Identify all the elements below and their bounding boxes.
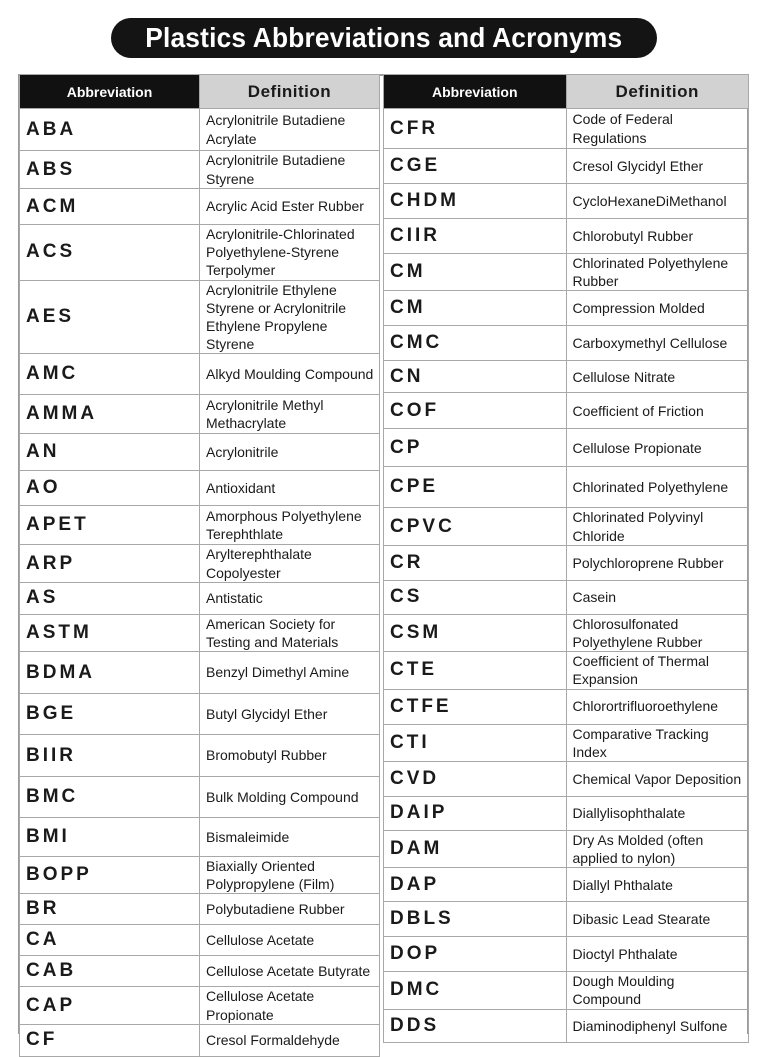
left-header-row bbox=[20, 75, 380, 109]
definition-header: Definition bbox=[566, 75, 749, 109]
table-row bbox=[20, 1024, 380, 1056]
table-row bbox=[384, 937, 749, 972]
definition-cell: Chemical Vapor Deposition bbox=[566, 761, 749, 796]
definition-cell: Cellulose Acetate Butyrate bbox=[200, 956, 380, 987]
table-row bbox=[20, 189, 380, 225]
table-row bbox=[20, 471, 380, 506]
definition-cell: Coefficient of Friction bbox=[566, 393, 749, 429]
definition-cell: Biaxially Oriented Polypropylene (Film) bbox=[200, 857, 380, 894]
abbreviation-cell: AMMA bbox=[20, 395, 200, 434]
abbreviation-cell: CTI bbox=[384, 724, 567, 761]
abbreviation-cell: BMC bbox=[20, 777, 200, 818]
table-row bbox=[384, 429, 749, 467]
table-row bbox=[384, 868, 749, 902]
abbreviation-cell: CAB bbox=[20, 956, 200, 987]
abbreviation-cell: AO bbox=[20, 471, 200, 506]
abbreviation-cell: BR bbox=[20, 894, 200, 925]
abbreviation-cell: BGE bbox=[20, 694, 200, 735]
definition-cell: Cresol Glycidyl Ether bbox=[566, 149, 749, 184]
definition-cell: Antistatic bbox=[200, 582, 380, 614]
definition-cell: Benzyl Dimethyl Amine bbox=[200, 652, 380, 694]
definition-cell: Chlorinated Polyethylene bbox=[566, 467, 749, 508]
abbreviation-cell: CPVC bbox=[384, 508, 567, 545]
abbreviation-cell: CTFE bbox=[384, 689, 567, 724]
definition-cell: Acrylonitrile bbox=[200, 434, 380, 471]
definition-cell: Dioctyl Phthalate bbox=[566, 937, 749, 972]
table-row bbox=[20, 395, 380, 434]
table-row bbox=[384, 724, 749, 761]
page-title: Plastics Abbreviations and Acronyms bbox=[145, 22, 623, 53]
abbreviation-cell: CM bbox=[384, 291, 567, 326]
definition-cell: Acrylonitrile Ethylene Styrene or Acrylonitrile Ethylene Propylene Styrene bbox=[200, 280, 380, 354]
table-row bbox=[20, 894, 380, 925]
table-row bbox=[20, 109, 380, 151]
definition-cell: Cellulose Propionate bbox=[566, 429, 749, 467]
definition-cell: CycloHexaneDiMethanol bbox=[566, 184, 749, 219]
table-row bbox=[20, 857, 380, 894]
table-row bbox=[384, 614, 749, 651]
abbreviation-cell: CPE bbox=[384, 467, 567, 508]
definition-cell: Dry As Molded (often applied to nylon) bbox=[566, 830, 749, 867]
definition-cell: Acrylonitrile Methyl Methacrylate bbox=[200, 395, 380, 434]
definition-cell: Casein bbox=[566, 580, 749, 614]
table-row bbox=[384, 830, 749, 867]
abbreviation-cell: COF bbox=[384, 393, 567, 429]
abbreviation-cell: DDS bbox=[384, 1009, 567, 1042]
table-row bbox=[20, 818, 380, 857]
abbreviation-cell: DAM bbox=[384, 830, 567, 867]
definition-cell: Chlorortrifluoroethylene bbox=[566, 689, 749, 724]
abbreviation-cell: ARP bbox=[20, 545, 200, 582]
abbreviation-cell: DBLS bbox=[384, 902, 567, 937]
abbreviation-cell: DAIP bbox=[384, 796, 567, 830]
abbreviation-cell: ABS bbox=[20, 151, 200, 189]
table-row bbox=[384, 972, 749, 1009]
definition-cell: Acrylonitrile-Chlorinated Polyethylene-Styrene Terpolymer bbox=[200, 225, 380, 281]
definition-cell: Diallylisophthalate bbox=[566, 796, 749, 830]
abbreviation-cell: CHDM bbox=[384, 184, 567, 219]
table-row bbox=[20, 777, 380, 818]
abbreviation-cell: BMI bbox=[20, 818, 200, 857]
title-banner bbox=[111, 18, 657, 58]
abbreviation-cell: ASTM bbox=[20, 614, 200, 651]
right-header-row bbox=[384, 75, 749, 109]
table-row bbox=[20, 925, 380, 956]
definition-cell: American Society for Testing and Materials bbox=[200, 614, 380, 651]
definition-cell: Chlorosulfonated Polyethylene Rubber bbox=[566, 614, 749, 651]
definition-cell: Amorphous Polyethylene Terephthlate bbox=[200, 506, 380, 545]
table-row bbox=[20, 225, 380, 281]
abbreviation-cell: BOPP bbox=[20, 857, 200, 894]
abbreviation-cell: DMC bbox=[384, 972, 567, 1009]
abbreviation-cell: CN bbox=[384, 361, 567, 393]
table-row bbox=[20, 987, 380, 1024]
abbreviation-cell: CAP bbox=[20, 987, 200, 1024]
abbreviation-cell: CF bbox=[20, 1024, 200, 1056]
table-row bbox=[20, 652, 380, 694]
right-table-body bbox=[384, 109, 749, 1043]
abbreviation-cell: AMC bbox=[20, 354, 200, 395]
definition-cell: Polychloroprene Rubber bbox=[566, 545, 749, 580]
table-row bbox=[384, 902, 749, 937]
table-row bbox=[384, 796, 749, 830]
abbreviation-cell: CVD bbox=[384, 761, 567, 796]
definition-cell: Carboxymethyl Cellulose bbox=[566, 326, 749, 361]
table-row bbox=[384, 761, 749, 796]
definition-cell: Polybutadiene Rubber bbox=[200, 894, 380, 925]
table-row bbox=[20, 506, 380, 545]
abbreviation-cell: CS bbox=[384, 580, 567, 614]
definition-cell: Dough Moulding Compound bbox=[566, 972, 749, 1009]
right-column bbox=[383, 74, 749, 1043]
abbreviation-cell: CP bbox=[384, 429, 567, 467]
abbreviation-cell: BIIR bbox=[20, 735, 200, 777]
abbreviation-cell: CGE bbox=[384, 149, 567, 184]
abbreviation-header: Abbreviation bbox=[20, 75, 200, 109]
table-row bbox=[384, 689, 749, 724]
table-row bbox=[20, 735, 380, 777]
table-row bbox=[384, 545, 749, 580]
abbreviation-cell: CFR bbox=[384, 109, 567, 149]
definition-cell: Bulk Molding Compound bbox=[200, 777, 380, 818]
definition-cell: Diaminodiphenyl Sulfone bbox=[566, 1009, 749, 1042]
abbreviation-cell: CTE bbox=[384, 652, 567, 689]
abbreviation-header: Abbreviation bbox=[384, 75, 567, 109]
definition-header: Definition bbox=[200, 75, 380, 109]
table-row bbox=[20, 614, 380, 651]
abbreviation-cell: CM bbox=[384, 254, 567, 291]
table-row bbox=[384, 254, 749, 291]
table-row bbox=[384, 326, 749, 361]
left-table-body bbox=[20, 109, 380, 1057]
table-row bbox=[20, 694, 380, 735]
table-row bbox=[20, 582, 380, 614]
table-row bbox=[384, 508, 749, 545]
abbreviation-cell: ABA bbox=[20, 109, 200, 151]
table-row bbox=[384, 291, 749, 326]
table-row bbox=[384, 109, 749, 149]
table-row bbox=[384, 467, 749, 508]
abbreviation-cell: AES bbox=[20, 280, 200, 354]
definition-cell: Cellulose Acetate Propionate bbox=[200, 987, 380, 1024]
abbreviation-cell: CIIR bbox=[384, 219, 567, 254]
table-row bbox=[384, 361, 749, 393]
definition-cell: Chlorobutyl Rubber bbox=[566, 219, 749, 254]
abbreviation-cell: AS bbox=[20, 582, 200, 614]
left-table bbox=[19, 74, 380, 1057]
abbreviation-cell: CR bbox=[384, 545, 567, 580]
table-row bbox=[384, 1009, 749, 1042]
definition-cell: Chlorinated Polyethylene Rubber bbox=[566, 254, 749, 291]
definition-cell: Code of Federal Regulations bbox=[566, 109, 749, 149]
definition-cell: Compression Molded bbox=[566, 291, 749, 326]
table-row bbox=[384, 219, 749, 254]
abbreviation-cell: ACS bbox=[20, 225, 200, 281]
table-row bbox=[384, 149, 749, 184]
definition-cell: Butyl Glycidyl Ether bbox=[200, 694, 380, 735]
definition-cell: Cresol Formaldehyde bbox=[200, 1024, 380, 1056]
table-row bbox=[20, 434, 380, 471]
abbreviation-cell: APET bbox=[20, 506, 200, 545]
definition-cell: Bismaleimide bbox=[200, 818, 380, 857]
definition-cell: Acrylic Acid Ester Rubber bbox=[200, 189, 380, 225]
definition-cell: Alkyd Moulding Compound bbox=[200, 354, 380, 395]
table-row bbox=[20, 151, 380, 189]
abbreviation-cell: DAP bbox=[384, 868, 567, 902]
table-row bbox=[20, 280, 380, 354]
abbreviation-cell: DOP bbox=[384, 937, 567, 972]
table-row bbox=[20, 354, 380, 395]
table-row bbox=[20, 956, 380, 987]
definition-cell: Coefficient of Thermal Expansion bbox=[566, 652, 749, 689]
abbreviation-cell: CMC bbox=[384, 326, 567, 361]
right-table bbox=[383, 74, 749, 1043]
abbreviation-cell: BDMA bbox=[20, 652, 200, 694]
table-row bbox=[20, 545, 380, 582]
abbreviation-cell: ACM bbox=[20, 189, 200, 225]
definition-cell: Cellulose Nitrate bbox=[566, 361, 749, 393]
table-row bbox=[384, 652, 749, 689]
definition-cell: Cellulose Acetate bbox=[200, 925, 380, 956]
abbreviation-cell: AN bbox=[20, 434, 200, 471]
left-column bbox=[19, 74, 380, 1057]
definition-cell: Arylterephthalate Copolyester bbox=[200, 545, 380, 582]
definition-cell: Diallyl Phthalate bbox=[566, 868, 749, 902]
definition-cell: Bromobutyl Rubber bbox=[200, 735, 380, 777]
definition-cell: Chlorinated Polyvinyl Chloride bbox=[566, 508, 749, 545]
table-row bbox=[384, 580, 749, 614]
definition-cell: Acrylonitrile Butadiene Styrene bbox=[200, 151, 380, 189]
abbreviation-cell: CSM bbox=[384, 614, 567, 651]
definition-cell: Comparative Tracking Index bbox=[566, 724, 749, 761]
definition-cell: Dibasic Lead Stearate bbox=[566, 902, 749, 937]
table-row bbox=[384, 393, 749, 429]
definition-cell: Antioxidant bbox=[200, 471, 380, 506]
abbreviation-cell: CA bbox=[20, 925, 200, 956]
definition-cell: Acrylonitrile Butadiene Acrylate bbox=[200, 109, 380, 151]
table-row bbox=[384, 184, 749, 219]
